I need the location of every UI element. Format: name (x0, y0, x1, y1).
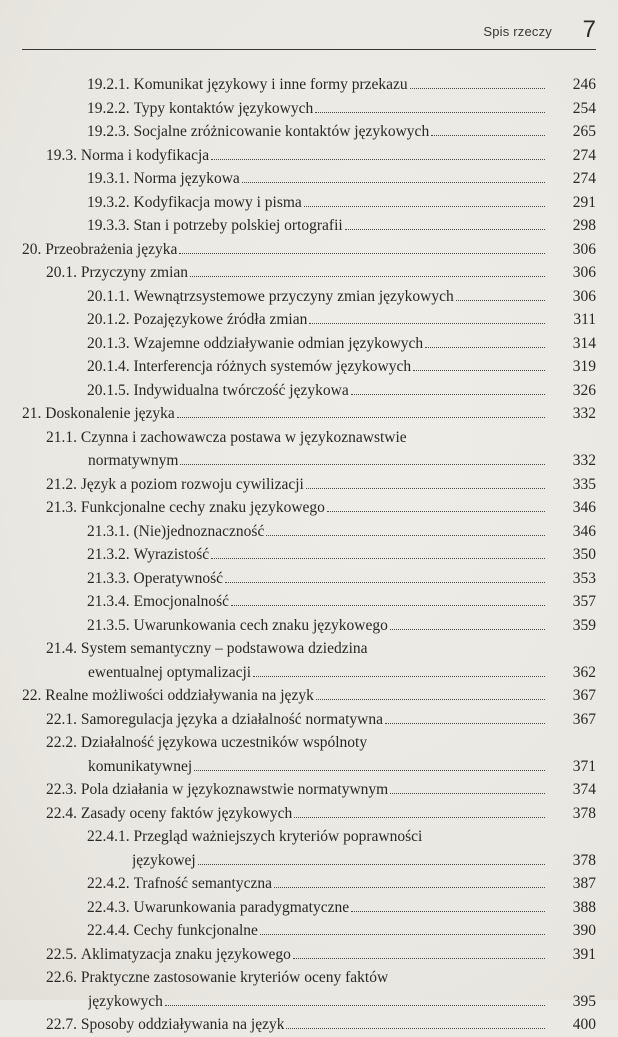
toc-entry-page: 306 (572, 287, 596, 305)
toc-entry-number: 22.4.2. (87, 875, 134, 892)
toc-entry-title: Norma językowa (133, 170, 240, 187)
toc-entry-page: 291 (572, 193, 596, 211)
toc-entry-page: 378 (572, 851, 596, 869)
toc-entry-title: Wzajemne oddziaływanie odmian językowych (133, 334, 424, 352)
toc-entry-title: Przegląd ważniejszych kryteriów poprawności (133, 828, 423, 845)
toc-entry (0, 73, 618, 97)
toc-entry (0, 1013, 618, 1037)
dot-leader (225, 582, 545, 583)
toc-entry (0, 684, 618, 708)
toc-entry-page: 306 (572, 264, 596, 281)
toc-entry (0, 543, 618, 567)
dot-leader (425, 347, 545, 348)
dot-leader (413, 370, 545, 371)
toc-entry-number: 19.3.3. (87, 217, 134, 234)
toc-entry (0, 426, 618, 450)
toc-entry-page: 359 (572, 616, 596, 634)
toc-entry-title: Aklimatyzacja znaku językowego (80, 945, 291, 963)
toc-entry-number: 21.3. (46, 499, 81, 516)
toc-entry-title: Doskonalenie języka (45, 405, 175, 422)
toc-entry-title: Kodyfikacja mowy i pisma (133, 193, 302, 211)
toc-entry-page: 400 (572, 1016, 596, 1033)
dot-leader (274, 887, 545, 888)
dot-leader (385, 723, 545, 724)
toc-entry-title: Uwarunkowania cech znaku językowego (133, 616, 388, 634)
dot-leader (211, 558, 545, 559)
toc-entry-page: 371 (572, 757, 596, 775)
toc-entry (0, 966, 618, 990)
toc-entry (0, 872, 618, 896)
toc-entry (0, 473, 618, 497)
toc-entry-number: 20.1. (46, 264, 81, 281)
toc-entry-number: 21. (22, 405, 46, 422)
dot-leader (456, 300, 545, 301)
dot-leader (345, 229, 545, 230)
toc-entry-page: 265 (572, 123, 596, 140)
toc-entry-page: 378 (572, 804, 596, 822)
toc-entry (0, 261, 618, 285)
toc-entry-number: 20.1.5. (87, 381, 134, 399)
toc-entry-number: 19.2.2. (87, 99, 134, 117)
dot-leader (316, 699, 545, 700)
toc-entry-number: 21.3.1. (87, 522, 134, 540)
toc-entry-page: 367 (572, 687, 596, 704)
dot-leader (198, 864, 545, 865)
toc-entry-page: 390 (572, 922, 596, 939)
toc-entry (0, 308, 618, 332)
toc-entry-title: Indywidualna twórczość językowa (133, 381, 349, 399)
toc-entry-title: ewentualnej optymalizacji (88, 663, 252, 681)
toc-entry (0, 661, 618, 685)
toc-entry-number: 22.4. (46, 804, 81, 822)
toc-entry-page: 332 (572, 405, 596, 422)
dot-leader (179, 253, 545, 254)
toc-entry-page: 350 (572, 546, 596, 563)
toc-entry-number: 19.3.1. (87, 170, 134, 187)
dot-leader (231, 605, 545, 606)
toc-entry-number: 22.2. (46, 734, 81, 751)
toc-entry-page: 357 (572, 593, 596, 610)
dot-leader (180, 464, 545, 465)
dot-leader (315, 112, 545, 113)
toc-entry-number: 22.5. (46, 945, 81, 963)
toc-entry-number: 22.4.1. (87, 828, 134, 845)
toc-entry (0, 167, 618, 191)
toc-entry (0, 802, 618, 826)
toc-entry-title: Realne możliwości oddziaływania na język (45, 687, 314, 704)
dot-leader (309, 323, 545, 324)
toc-entry-title: Cechy funkcjonalne (133, 922, 258, 939)
toc-entry-number: 21.2. (46, 475, 81, 493)
toc-entry (0, 755, 618, 779)
toc-entry-number: 20.1.4. (87, 358, 134, 375)
toc-entry-page: 254 (572, 99, 596, 117)
toc-entry-title: Przeobrażenia języka (45, 240, 178, 258)
toc-entry-page: 298 (572, 217, 596, 234)
dot-leader (304, 206, 545, 207)
toc-entry-number: 19.2.3. (87, 123, 134, 140)
toc-entry (0, 402, 618, 426)
dot-leader (306, 488, 545, 489)
dot-leader (177, 417, 545, 418)
toc-entry-title: Język a poziom rozwoju cywilizacji (80, 475, 304, 493)
toc-entry-number: 22.6. (46, 969, 81, 986)
dot-leader (253, 676, 545, 677)
toc-entry-page: 319 (572, 358, 596, 375)
toc-entry-number: 20.1.2. (87, 311, 134, 328)
toc-entry (0, 896, 618, 920)
toc-entry-title: Działalność językowa uczestników wspólnoty (80, 734, 368, 751)
toc-entry-title: Norma i kodyfikacja (80, 146, 210, 164)
toc-entry-page: 353 (572, 569, 596, 587)
toc-entry (0, 496, 618, 520)
toc-entry-title: Socjalne zróżnicowanie kontaktów językowych (133, 123, 430, 140)
toc-entry-page: 346 (572, 499, 596, 516)
toc-entry-page: 246 (572, 76, 596, 93)
toc-entry-number: 21.1. (46, 428, 81, 446)
toc-entry-page: 335 (572, 475, 596, 493)
toc-entry-title: System semantyczny – podstawowa dziedzina (80, 640, 368, 657)
toc-entry (0, 214, 618, 238)
toc-entry-title: językowej (132, 851, 196, 869)
toc-entry-title: komunikatywnej (88, 757, 193, 775)
toc-entry (0, 355, 618, 379)
running-header (22, 18, 596, 50)
toc-entry-number: 21.3.2. (87, 546, 134, 563)
toc-entry (0, 614, 618, 638)
dot-leader (351, 394, 545, 395)
toc-entry-page: 346 (572, 522, 596, 540)
toc-entry-title: Wewnątrzsystemowe przyczyny zmian językowych (133, 287, 454, 305)
toc-entry (0, 849, 618, 873)
toc-entry-number: 20.1.1. (87, 287, 134, 305)
toc-entry (0, 520, 618, 544)
toc-entry-number: 22.7. (46, 1016, 81, 1033)
toc-entry-title: Komunikat językowy i inne formy przekazu (133, 76, 408, 93)
toc-entry-title: Typy kontaktów językowych (133, 99, 314, 117)
toc-entry-title: Interferencja różnych systemów językowych (133, 358, 412, 375)
toc-entry-title: Operatywność (133, 569, 224, 587)
dot-leader (286, 1028, 545, 1029)
dot-leader (242, 182, 545, 183)
toc-entry-page: 387 (572, 875, 596, 892)
toc-entry (0, 144, 618, 168)
toc-entry-title: Czynna i zachowawcza postawa w językoznawstwie (80, 428, 407, 446)
toc-entry-title: językowych (88, 992, 163, 1010)
toc-entry (0, 825, 618, 849)
dot-leader (293, 958, 545, 959)
toc-entry-title: Funkcjonalne cechy znaku językowego (80, 499, 325, 516)
toc-entry (0, 285, 618, 309)
toc-entry-number: 22.3. (46, 781, 81, 798)
toc-entry-title: Samoregulacja języka a działalność normatywna (80, 710, 383, 728)
toc-entry-number: 19.2.1. (87, 76, 134, 93)
dot-leader (351, 911, 545, 912)
toc-entry-title: Sposoby oddziaływania na język (80, 1016, 285, 1033)
toc-entry-number: 20. (22, 240, 46, 258)
toc-entry (0, 120, 618, 144)
toc-entry-page: 274 (572, 146, 596, 164)
toc-entry-title: Stan i potrzeby polskiej ortografii (133, 217, 343, 234)
toc-entry-page: 306 (572, 240, 596, 258)
toc-entry-number: 21.4. (46, 640, 81, 657)
dot-leader (190, 276, 545, 277)
toc-entry-title: Uwarunkowania paradygmatyczne (133, 898, 350, 916)
toc-entry-number: 21.3.3. (87, 569, 134, 587)
toc-entry (0, 567, 618, 591)
toc-entry (0, 590, 618, 614)
dot-leader (211, 159, 545, 160)
toc-entry-page: 395 (572, 992, 596, 1010)
running-header-title: Spis rzeczy (483, 24, 552, 39)
toc-entry-number: 19.3. (46, 146, 81, 164)
toc-entry (0, 919, 618, 943)
dot-leader (431, 135, 545, 136)
toc-entry (0, 97, 618, 121)
toc-entry (0, 731, 618, 755)
toc-entry-page: 332 (572, 452, 596, 469)
table-of-contents (0, 73, 618, 1037)
dot-leader (390, 629, 545, 630)
toc-entry-page: 374 (572, 781, 596, 798)
toc-entry (0, 238, 618, 262)
toc-entry-page: 326 (572, 381, 596, 399)
dot-leader (266, 535, 545, 536)
toc-entry (0, 379, 618, 403)
dot-leader (410, 88, 545, 89)
toc-entry-number: 22.1. (46, 710, 81, 728)
toc-entry-number: 21.3.4. (87, 593, 134, 610)
dot-leader (390, 793, 545, 794)
toc-entry-number: 19.3.2. (87, 193, 134, 211)
header-rule (22, 49, 596, 50)
toc-entry-title: normatywnym (88, 452, 179, 469)
toc-entry-title: Wyrazistość (133, 546, 210, 563)
toc-entry-page: 388 (572, 898, 596, 916)
toc-entry (0, 637, 618, 661)
toc-entry (0, 332, 618, 356)
toc-entry-page: 367 (572, 710, 596, 728)
toc-entry (0, 708, 618, 732)
dot-leader (260, 934, 545, 935)
toc-entry-title: Pozajęzykowe źródła zmian (133, 311, 308, 328)
toc-entry-number: 22. (22, 687, 46, 704)
toc-entry-title: Trafność semantyczna (133, 875, 272, 892)
toc-entry-title: Emocjonalność (133, 593, 230, 610)
toc-entry (0, 449, 618, 473)
toc-entry-number: 21.3.5. (87, 616, 134, 634)
toc-entry-page: 362 (572, 663, 596, 681)
dot-leader (165, 1005, 545, 1006)
toc-entry-page: 391 (572, 945, 596, 963)
toc-entry-title: Praktyczne zastosowanie kryteriów oceny faktów (80, 969, 389, 986)
toc-entry-page: 274 (572, 170, 596, 187)
toc-entry-number: 22.4.3. (87, 898, 134, 916)
toc-entry (0, 990, 618, 1014)
page-number: 7 (582, 16, 596, 43)
toc-entry-title: Zasady oceny faktów językowych (80, 804, 293, 822)
toc-entry-page: 311 (573, 311, 596, 328)
dot-leader (327, 511, 545, 512)
toc-entry-title: Przyczyny zmian (80, 264, 189, 281)
toc-entry-page: 314 (572, 334, 596, 352)
toc-entry-number: 22.4.4. (87, 922, 134, 939)
toc-entry-title: Pola działania w językoznawstwie normatywnym (80, 781, 389, 798)
toc-entry-number: 20.1.3. (87, 334, 134, 352)
dot-leader (194, 770, 545, 771)
toc-entry (0, 191, 618, 215)
toc-entry (0, 778, 618, 802)
toc-entry (0, 943, 618, 967)
dot-leader (294, 817, 545, 818)
toc-entry-title: (Nie)jednoznaczność (133, 522, 265, 540)
